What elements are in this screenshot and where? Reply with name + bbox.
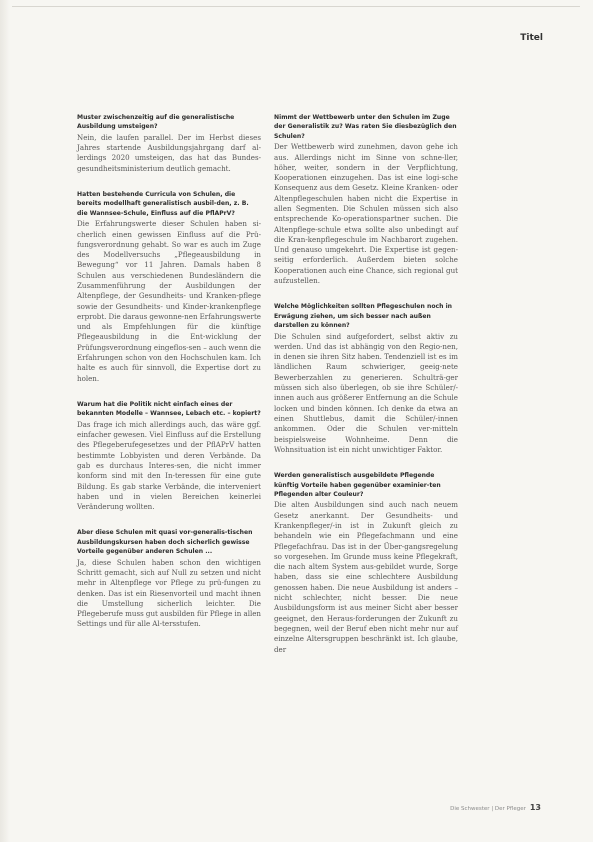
qa-block	[77, 528, 261, 629]
interview-answer: Nein, die laufen parallel. Der im Herbst dieses Jahres startende Ausbildungsjahrgang darf al-lerdings 2020 umsteigen, das hat das Bundes-gesundheitsministerium deutlich gemacht.	[77, 132, 261, 173]
qa-block	[274, 471, 458, 655]
qa-block	[77, 113, 261, 174]
interview-question: Werden generalistisch ausgebildete Pflegende künftig Vorteile haben gegenüber examinier-ten Pflegenden alter Couleur?	[274, 472, 441, 498]
interview-question: Hatten bestehende Curricula von Schulen, die bereits modellhaft generalistisch ausbil-den, z. B. die Wannsee-Schule, Einfluss auf die PflAPrV?	[77, 191, 249, 217]
section-title: Titel	[520, 33, 543, 43]
interview-answer: Das frage ich mich allerdings auch, das wäre ggf. einfacher gewesen. Viel Einfluss auf die Erstellung des Pflegeberufegesetzes und der PflAPrV hatten bestimmte Lobbyisten und deren Verbände. Da gab es durchaus Interes-sen, die nicht immer konform sind mit den In-teressen für eine gute Bildung. Es gab starke Verbände, die interveniert haben und in vielen Bereichen keinerlei Veränderung wollten.	[77, 419, 261, 512]
top-rule	[12, 6, 580, 7]
publication-name: Die Schwester | Der Pfleger	[450, 806, 526, 812]
interview-question: Muster zwischenzeitig auf die generalistische Ausbildung umsteigen?	[77, 114, 235, 131]
left-column	[77, 113, 261, 646]
qa-block	[77, 400, 261, 512]
interview-answer: Die alten Ausbildungen sind auch nach neuem Gesetz anerkannt. Der Gesundheits- und Krankenpfleger/-in ist in Zukunft gleich zu behandeln wie ein Pflegefachmann und eine Pflegefachfrau. Das ist in der Über-gangsregelung so vorgesehen. Im Grunde muss keine Pflegekraft, die nach altem System aus-gebildet wurde, Sorge haben, dass sie eine schlechtere Ausbildung genossen haben. Die neue Ausbildung ist anders – nicht schlechter, nicht besser. Die neue Ausbildungsform ist aus meiner Sicht aber besser geeignet, den Heraus-forderungen der Zukunft zu begegnen, weil der Beruf eben nicht mehr nur auf einzelne Altersgruppen beschränkt ist. Ich glaube, der	[274, 500, 458, 654]
interview-question: Warum hat die Politik nicht einfach eines der bekannten Modelle – Wannsee, Lebach etc. – kopiert?	[77, 400, 261, 418]
page-footer	[450, 803, 541, 812]
right-column	[274, 113, 458, 671]
qa-block	[274, 113, 458, 286]
qa-block	[274, 302, 458, 455]
interview-answer: Die Erfahrungswerte dieser Schulen haben si-cherlich einen gewissen Einfluss auf die Prü-fungsverordnung gehabt. So war es auch im Zuge des Modellversuchs „Pflegeausbildung in Bewegung“ vor 11 Jahren. Damals haben 8 Schulen aus verschiedenen Bundesländern die Zusammenführung der Ausbildungen der Altenpflege, der Gesundheits- und Kranken-pflege sowie der Gesundheits- und Kinder-krankenpflege erprobt. Die daraus gewonne-nen Erfahrungswerte und als Empfehlungen für die künftige Pflegeausbildung in die Ent-wicklung der Prüfungsverordnung eingeflos-sen – auch wenn die Erfahrungen schon von den Hochschulen kam. Ich halte es auch für sinnvoll, die Expertise dort zu holen.	[77, 219, 261, 383]
interview-question: Welche Möglichkeiten sollten Pflegeschulen noch in Erwägung ziehen, um sich besser nach außen darstellen zu können?	[274, 303, 453, 330]
interview-answer: Ja, diese Schulen haben schon den wichtigen Schritt gemacht, sich auf Null zu setzen und nicht mehr in Altenpflege vor Pflege zu prü-fungen zu denken. Das ist ein Riesenvorteil und macht ihnen die Umstellung sicherlich leichter. Die Pflegeberufe muss gut ausbilden für Pflege in allen Settings und für alle Al-tersstufen.	[77, 557, 261, 629]
interview-answer: Der Wettbewerb wird zunehmen, davon gehe ich aus. Allerdings nicht im Sinne von schne-ller, höher, weiter, sondern in der Verpflichtung, Kooperationen einzugehen. Das ist eine logi-sche Konsequenz aus dem Gesetz. Kleine Kranken- oder Altenpflegeschulen haben nicht die Expertise in allen Segmenten. Die Schulen müssen sich also entsprechende Ko-operationspartner suchen. Die Altenpflege-schule etwa sollte also unbedingt auf die Kran-kenpflegeschule im Nachbarort zugehen. Und genauso umgekehrt. Die Expertise ist gegen-seitig erforderlich. Außerdem bieten solche Kooperationen auch eine Chance, sich regional gut aufzustellen.	[274, 142, 458, 286]
interview-question: Nimmt der Wettbewerb unter den Schulen im Zuge der Generalistik zu? Was raten Sie diesbezüglich den Schulen?	[274, 114, 457, 140]
interview-question: Aber diese Schulen mit quasi vor-generalis-tischen Ausbildungskursen haben doch sicherlich gewisse Vorteile gegenüber anderen Schulen ...	[77, 529, 253, 556]
qa-block	[77, 190, 261, 384]
page-edge-shadow	[0, 0, 10, 842]
interview-answer: Die Schulen sind aufgefordert, selbst aktiv zu werden. Und das ist abhängig von den Regio-nen, in denen sie ihren Sitz haben. Tendenziell ist es im ländlichen Raum schwieriger, geeig-nete Bewerberzahlen zu generieren. Schulträ-ger müssen sich also überlegen, ob sie ihre Schüler/-innen auch aus größerer Entfernung an die Schule locken und binden können. Ich denke da etwa an einen Shuttlebus, damit die Schüler/-innen ankommen. Oder die Schulen ver-mitteln beispielsweise Wohnheime. Denn die Wohnsituation ist ein nicht unwichtiger Faktor.	[274, 331, 458, 454]
page-number: 13	[529, 803, 541, 812]
